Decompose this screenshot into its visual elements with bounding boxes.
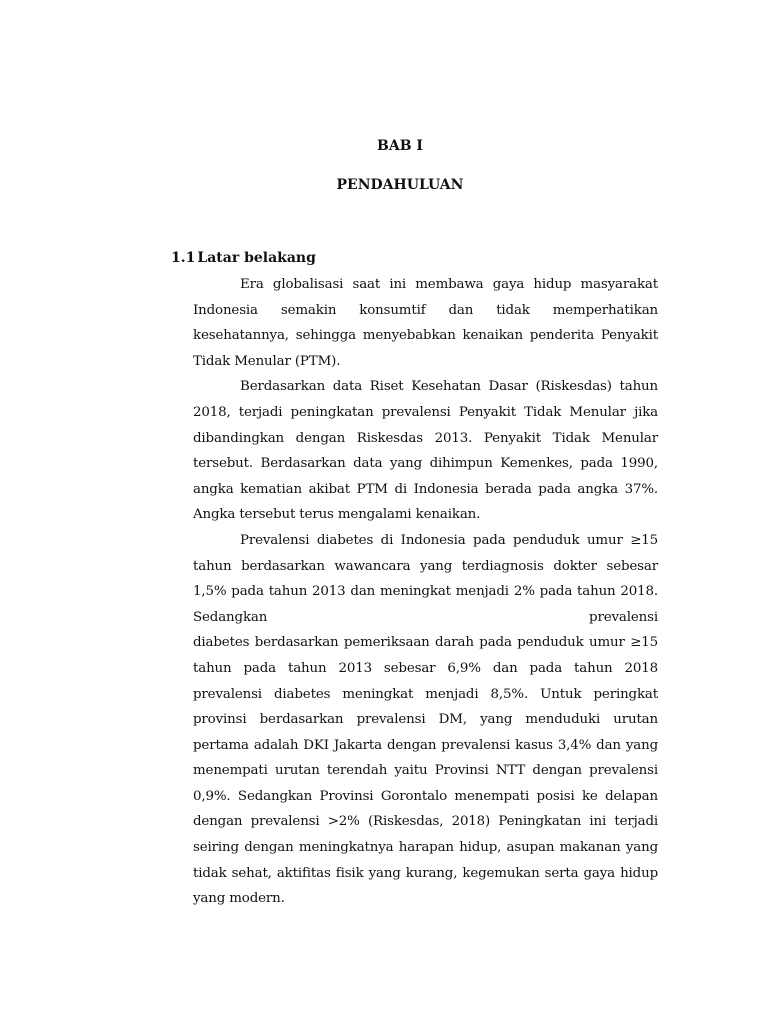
- paragraph-2: Berdasarkan data Riset Kesehatan Dasar (Riskesdas) tahun 2018, terjadi peningkatan prevalensi Penyakit Tidak Menular jika dibandingkan dengan Riskesdas 2013. Penyakit Tidak Menular tersebut. Berdasarkan data yang dihimpun Kemenkes, pada 1990, angka kematian akibat PTM di Indonesia berada pada angka 37%. Angka tersebut terus mengalami kenaikan.: [193, 379, 658, 523]
- chapter-number: BAB I: [377, 138, 423, 154]
- section-number: 1.1: [171, 250, 196, 266]
- section-title: Latar belakang: [197, 250, 316, 266]
- chapter-title: PENDAHULUAN: [336, 177, 464, 193]
- paragraph-3: Prevalensi diabetes di Indonesia pada penduduk umur ≥15 tahun berdasarkan wawancara yang terdiagnosis dokter sebesar 1,5% pada tahun 2013 dan meningkat menjadi 2% pada tahun 2018. Sedangkan prevalensi: [193, 532, 658, 625]
- paragraph-1: Era globalisasi saat ini membawa gaya hidup masyarakat Indonesia semakin konsumtif dan tidak memperhatikan kesehatannya, sehingga menyebabkan kenaikan penderita Penyakit Tidak Menular (PTM).: [193, 277, 658, 369]
- body-text: [193, 272, 658, 912]
- section-heading: [171, 250, 316, 266]
- paragraph-3-continued: diabetes berdasarkan pemeriksaan darah pada penduduk umur ≥15 tahun pada tahun 2013 sebesar 6,9% dan pada tahun 2018 prevalensi diabetes meningkat menjadi 8,5%. Untuk peringkat provinsi berdasarkan prevalensi DM, yang menduduki urutan pertama adalah DKI Jakarta dengan prevalensi kasus 3,4% dan yang menempati urutan terendah yaitu Provinsi NTT dengan prevalensi 0,9%. Sedangkan Provinsi Gorontalo menempati posisi ke delapan dengan prevalensi >2% (Riskesdas, 2018) Peningkatan ini terjadi seiring dengan meningkatnya harapan hidup, asupan makanan yang tidak sehat, aktifitas fisik yang kurang, kegemukan serta gaya hidup yang modern.: [193, 635, 658, 907]
